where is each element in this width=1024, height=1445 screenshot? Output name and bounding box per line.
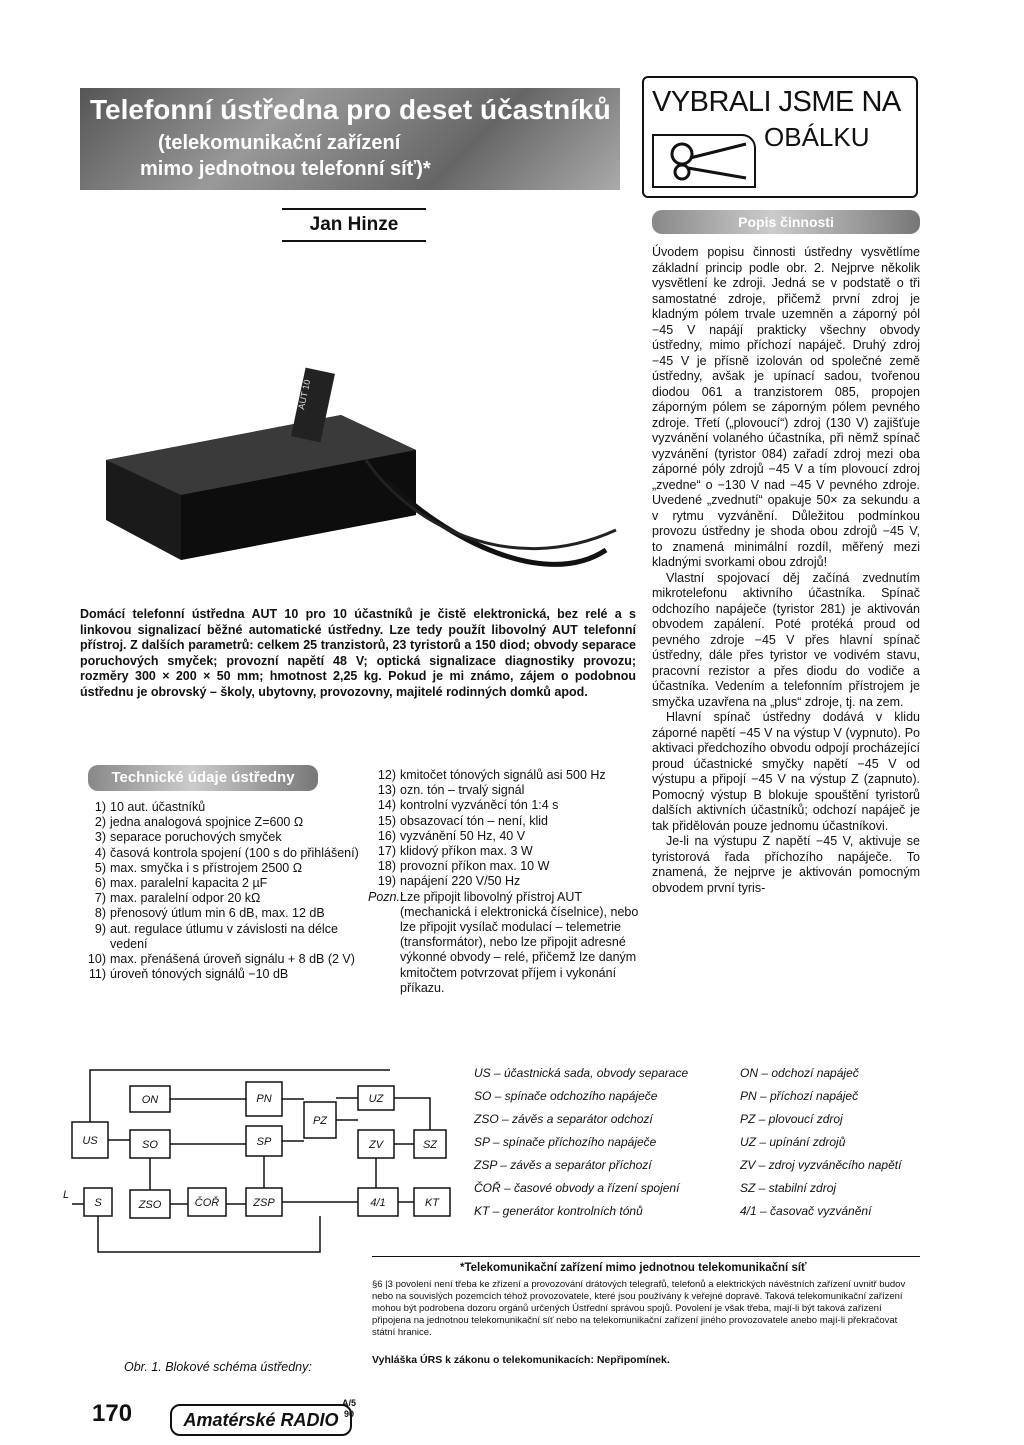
- issue-year: 90: [344, 1409, 355, 1419]
- specs-note: Lze připojit libovolný přístroj AUT (mechanická i elektronická číselnice), nebo lze připojit vysílač modulací – telemetrie (transformátor), nebo lze připojit adresné výkonné obvody – relé, přičemž lze daným kmitočtem potvrzovat příjem i vykonání příkazu.: [400, 889, 639, 995]
- block-l: L: [62, 1189, 70, 1201]
- list-item: 13) ozn. tón – trvalý signál: [377, 783, 525, 798]
- block-uz: UZ: [368, 1093, 384, 1105]
- legend-item: US – účastnická sada, obvody separace: [474, 1066, 689, 1080]
- legend-item: ZV – zdroj vyzváněcího napětí: [740, 1158, 902, 1172]
- description-heading: Popis činnosti: [652, 210, 920, 234]
- list-item: 19) napájení 220 V/50 Hz: [377, 874, 521, 889]
- description-paragraph-4: Je-li na výstupu Z napětí −45 V, aktivuje se tyristorová řada příchozího napáječe. To znamená, že nejprve je aktivován pomocným obvodem první tyris-: [652, 834, 920, 895]
- issue-badge: [342, 1398, 356, 1420]
- list-item: 4) časová kontrola spojení (100 s do přihlášení): [94, 845, 359, 860]
- banner-line-2: OBÁLKU: [764, 122, 870, 152]
- scissors-icon: [652, 134, 756, 188]
- legend-item: ČOŘ – časové obvody a řízení spojení: [474, 1181, 680, 1195]
- block-sp: SP: [256, 1136, 272, 1148]
- legend-item: 4/1 – časovač vyzvánění: [740, 1204, 872, 1218]
- block-zv: ZV: [368, 1139, 384, 1151]
- description-text: [652, 245, 920, 896]
- block-us: US: [82, 1135, 98, 1147]
- list-item: 16) vyzvánění 50 Hz, 40 V: [377, 828, 526, 843]
- block-zsp: ZSP: [253, 1197, 275, 1209]
- banner-line-1: VYBRALI JSME NA: [652, 86, 901, 118]
- article-subtitle-2: mimo jednotnou telefonní síť)*: [140, 158, 431, 180]
- block-zso: ZSO: [138, 1199, 162, 1211]
- block-kt: KT: [424, 1197, 440, 1209]
- specs-heading: Technické údaje ústředny: [88, 765, 318, 791]
- legend-item: SZ – stabilní zdroj: [740, 1181, 837, 1195]
- legend-item: KT – generátor kontrolních tónů: [474, 1204, 643, 1218]
- list-item: 8) přenosový útlum min 6 dB, max. 12 dB: [94, 906, 325, 921]
- block-cor: ČOŘ: [194, 1197, 220, 1209]
- page-number: 170: [92, 1400, 133, 1427]
- article-author: Jan Hinze: [282, 208, 426, 242]
- magazine-logo: Amatérské RADIO: [170, 1404, 352, 1436]
- list-item: 2) jedna analogová spojnice Z=600 Ω: [94, 815, 304, 830]
- diagram-caption: Obr. 1. Blokové schéma ústředny:: [124, 1360, 312, 1374]
- footnote-divider: [372, 1256, 920, 1257]
- list-item: 15) obsazovací tón – není, klid: [377, 813, 549, 828]
- description-paragraph-1: Úvodem popisu činnosti ústředny vysvětlíme základní princip podle obr. 2. Nejprve několik vysvětlení ke zdroji. Jedná se v podstatě o tři samostatné zdroje, přičemž první zdroj je kladným pólem trvale uzemněn a záporný pól −45 V napájí prakticky všechny obvody ústředny, mimo příchozí napáječ. Druhý zdroj −45 V je přísně izolován od společné země ústředny, avšak je upínací sadou, tvořenou diodou 061 a tranzistorem 085, propojen záporným pólem se záporným pólem pevného zdroje. Třetí („plovoucí“) zdroj (130 V) zajišťuje vyzvánění volaného účastníka, při němž spínač vyzvánění (tyristor 084) zařadí zdroj mezi oba záporné póly zdrojů −45 V a tím plovoucí zdroj „zvedne“ o −130 V nad −45 V pevného zdroje. Uvedené „zvednutí“ opakuje 50× za sekundu a v rytmu vyzvánění. Důležitou podmínkou provozu ústředny je shoda obou zdrojů −45 V, to znamená minimální rozdíl, měřený mezi kladnými svorkami obou zdrojů!: [652, 245, 920, 569]
- legend-item: PZ – plovoucí zdroj: [740, 1112, 843, 1126]
- article-title: Telefonní ústředna pro deset účastníků: [90, 94, 611, 125]
- list-item: 11) úroveň tónových signálů −10 dB: [88, 967, 289, 982]
- block-so: SO: [142, 1139, 158, 1151]
- list-item: 6) max. paralelní kapacita 2 µF: [94, 876, 268, 891]
- list-item: 14) kontrolní vyzváněcí tón 1:4 s: [377, 798, 559, 813]
- footnote-decree: Vyhláška ÚRS k zákonu o telekomunikacích: Nepřipomínek.: [372, 1354, 670, 1366]
- block-sz: SZ: [422, 1139, 438, 1151]
- description-paragraph-3: Hlavní spínač ústředny dodává v klidu záporné napětí −45 V na výstup V (vypnuto). Po aktivaci předchozího obvodu odpojí procházející proud účastnické smyčky napětí −45 V od výstupu a připojí −45 V na výstup Z (zapnuto). Pomocný výstup B blokuje spouštění tyristorů dalších aktivních účastníků; odchozí napáječ je tak přidělován pouze jednomu účastníkovi.: [652, 710, 920, 833]
- block-s: S: [94, 1197, 102, 1209]
- article-intro: Domácí telefonní ústředna AUT 10 pro 10 účastníků je čistě elektronická, bez relé a s linkovou signalizací běžné automatické ústředny. Lze tedy použít libovolný AUT telefonní přístroj. Z dalších parametrů: celkem 25 tranzistorů, 23 tyristorů a 150 diod; obvody separace poruchových smyček; provozní napětí 48 V; optická signalizace diagnostiky provozu; rozměry 300 × 200 × 50 mm; hmotnost 2,25 kg. Pokud je mi známo, zájem o podobnou ústřednu je obrovský – školy, ubytovny, provozovny, majitelé rodinných domků apod.: [80, 607, 636, 699]
- device-photo: [86, 250, 626, 595]
- pcb-label: AUT 10: [296, 378, 313, 411]
- list-item: 1) 10 aut. účastníků: [94, 800, 206, 814]
- block-pz: PZ: [312, 1115, 328, 1127]
- legend-item: PN – příchozí napáječ: [740, 1089, 859, 1103]
- article-subtitle-1: (telekomunikační zařízení: [158, 132, 401, 154]
- block-on: ON: [141, 1094, 159, 1106]
- cover-banner: [642, 76, 918, 198]
- list-item: 10) max. přenášená úroveň signálu + 8 dB (2 V): [87, 952, 355, 967]
- legend-left: [474, 1062, 736, 1223]
- list-item: 7) max. paralelní odpor 20 kΩ: [94, 891, 261, 906]
- issue-number: A/5: [342, 1398, 357, 1408]
- list-item: Pozn.: Lze připojit libovolný přístroj AUT (mechanická i elektronická číselnice), nebo lze připojit vysílač modulací – telemetrie (transformátor), nebo lze připojit adresné výkonné obvody – relé, přičemž lze daným kmitočtem potvrzovat příjem i vykonání příkazu.: [368, 890, 644, 996]
- legend-right: [740, 1062, 920, 1223]
- list-item: 12) kmitočet tónových signálů asi 500 Hz: [377, 768, 606, 782]
- footnote-text: §6 |3 povolení není třeba ke zřízení a provozování drátových telegrafů, telefonů a elektrických návěstních zařízení uvnitř budov nebo na souvislých pozemcích téhož provozovatele, které jsou používány k veřejné dopravě. Taková telekomunikační zařízení mohou být podrobena dozoru orgánů určených Ústřední správou spojů. Povolení je však třeba, mají-li být taková zařízení připojena na jednotnou telekomunikační síť nebo na telekomunikační zařízení jiného provozovatele anebo mají-li překračovat státní hranice.: [372, 1279, 906, 1338]
- specs-list-left: [78, 800, 368, 982]
- legend-item: UZ – upínání zdrojů: [740, 1135, 846, 1149]
- legend-item: SO – spínače odchozího napáječe: [474, 1089, 658, 1103]
- description-paragraph-2: Vlastní spojovací děj začíná zvednutím mikrotelefonu aktivního účastníka. Spínač odchozího napáječe (tyristor 281) je aktivován obvodem zapálení. Poté protéká proud od pevného zdroje −45 V přes hlavní spínač ústředny, dále přes tyristor ve vodivém stavu, pracovní rezistor a přes diodu do vodiče a účastníka. Vedením a telefonním přístrojem je smyčka uzavřena na „plus“ zdroje, tj. na zem.: [652, 570, 920, 709]
- list-item: 3) separace poruchových smyček: [94, 830, 282, 845]
- specs-list-right: [368, 768, 644, 996]
- article-title-box: [80, 88, 620, 190]
- list-item: 9) aut. regulace útlumu v závislosti na délce vedení: [94, 921, 338, 951]
- block-41: 4/1: [370, 1197, 386, 1209]
- list-item: 18) provozní příkon max. 10 W: [377, 859, 550, 874]
- legend-item: SP – spínače příchozího napáječe: [474, 1135, 657, 1149]
- legend-item: ZSP – závěs a separátor příchozí: [474, 1158, 652, 1172]
- list-item: 5) max. smyčka i s přístrojem 2500 Ω: [94, 860, 303, 875]
- legend-item: ZSO – závěs a separátor odchozí: [474, 1112, 653, 1126]
- list-item: 17) klidový příkon max. 3 W: [377, 844, 533, 859]
- block-pn: PN: [256, 1093, 272, 1105]
- footnote-title: *Telekomunikační zařízení mimo jednotnou telekomunikační síť: [460, 1262, 807, 1274]
- legend-item: ON – odchozí napáječ: [740, 1066, 859, 1080]
